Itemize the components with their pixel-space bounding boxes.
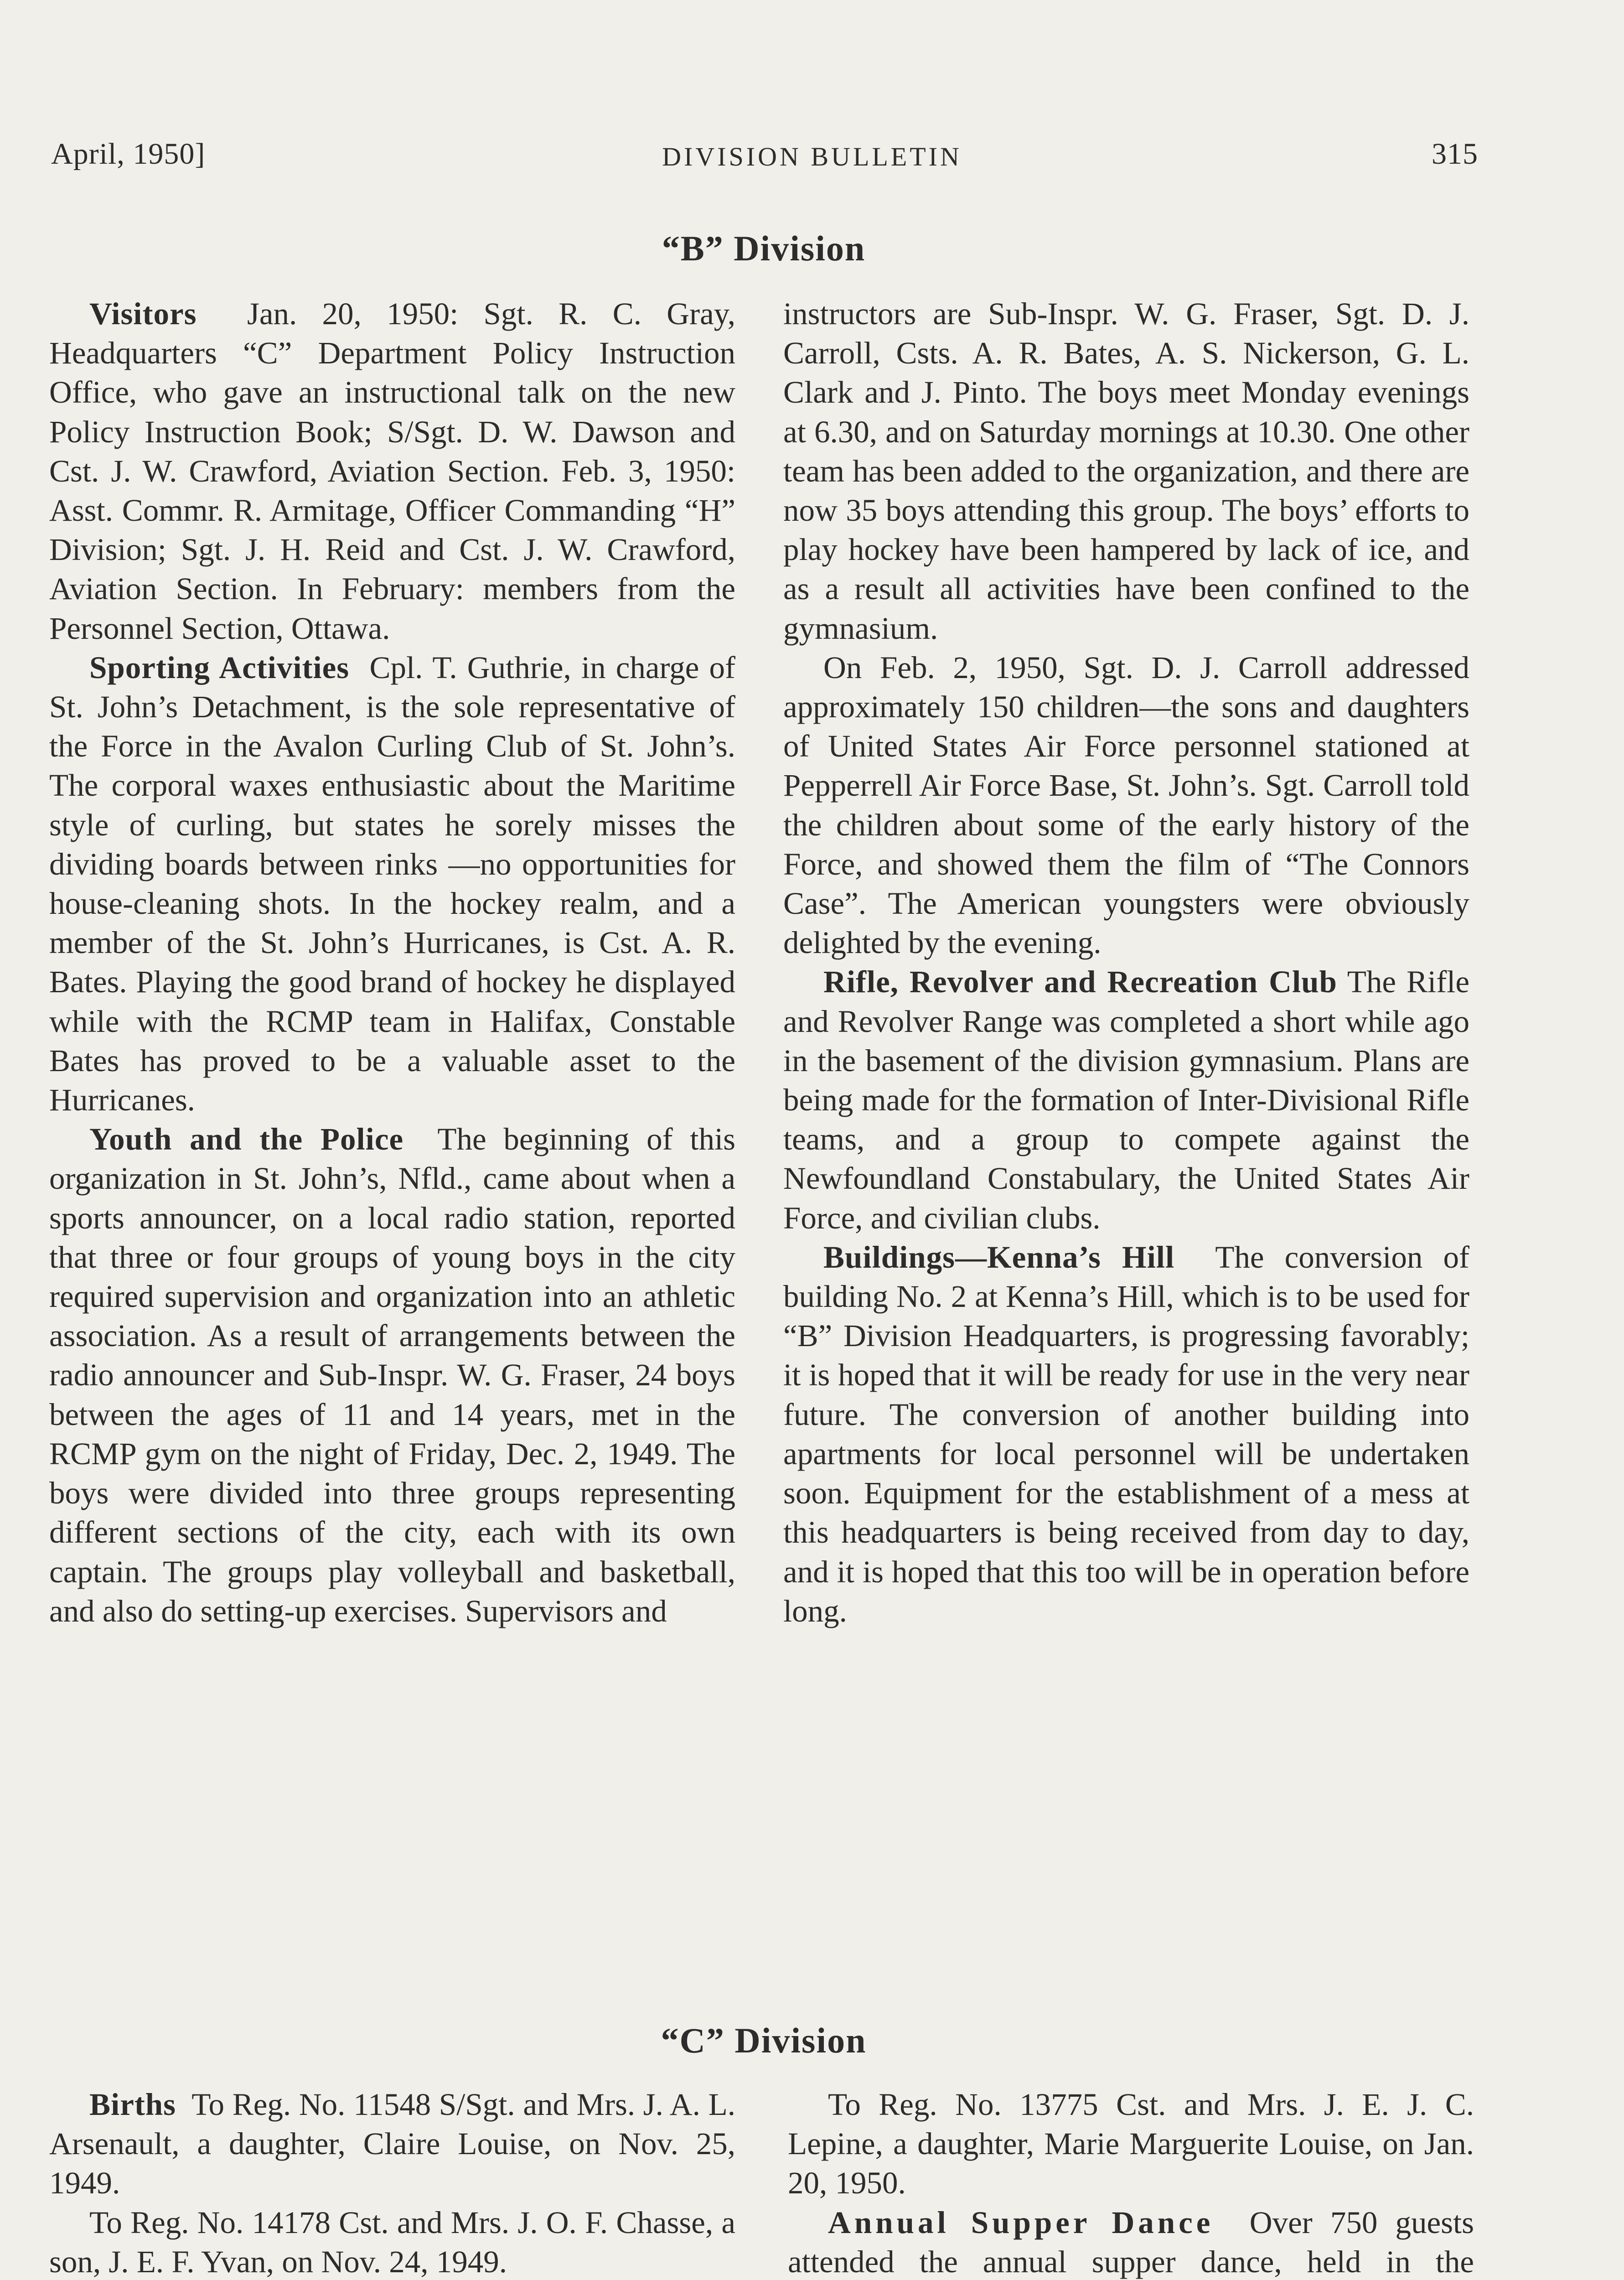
c-division-left-column <box>49 2085 735 2280</box>
paragraph-sporting <box>49 648 735 1119</box>
b-division-right-column <box>783 294 1469 1631</box>
youth-text: The beginning of this organization in St. John’s, Nfld., came about when a sports announcer, on a local radio station, reported that three or four groups of young boys in the city required supervision and organization into an athletic association. As a result of arrangements between the radio announcer and Sub-Inspr. W. G. Fraser, 24 boys between the ages of 11 and 14 years, met in the RCMP gym on the night of Friday, Dec. 2, 1949. The boys were divided into three groups representing different sections of the city, each with its own captain. The groups play volleyball and basketball, and also do setting-up exercises. Supervisors and <box>49 1122 735 1628</box>
run-in-heading-supper: Annual Supper Dance <box>828 2205 1214 2240</box>
births-text: To Reg. No. 11548 S/Sgt. and Mrs. J. A. L. Arsenault, a daughter, Claire Louise, on Nov. 25, 1949. <box>49 2087 735 2201</box>
run-in-heading-rifle: Rifle, Revolver and Recreation Club <box>823 964 1337 1000</box>
paragraph-birth-lepine: To Reg. No. 13775 Cst. and Mrs. J. E. J. C. Lepine, a daughter, Marie Marguerite Louise, on Jan. 20, 1950. <box>788 2087 1474 2201</box>
run-in-heading-sporting: Sporting Activities <box>89 650 350 685</box>
visitors-text: Jan. 20, 1950: Sgt. R. C. Gray, Headquarters “C” Department Policy Instruction Office, who gave an instructional talk on the new Policy Instruction Book; S/Sgt. D. W. Dawson and Cst. J. W. Crawford, Aviation Section. Feb. 3, 1950: Asst. Commr. R. Armitage, Officer Commanding “H” Division; Sgt. J. H. Reid and Cst. J. W. Crawford, Aviation Section. In February: members from the Personnel Section, Ottawa. <box>49 296 735 646</box>
c-division-right-column <box>788 2085 1474 2280</box>
run-in-heading-youth: Youth and the Police <box>89 1122 404 1157</box>
buildings-text: The conversion of building No. 2 at Kenna’s Hill, which is to be used for “B” Division Headquarters, is progressing favorably; it is hoped that it will be ready for use in the very near future. The conversion of another building into apartments for local personnel will be undertaken soon. Equipment for the establishment of a mess at this headquarters is being received from day to day, and it is hoped that this too will be in operation before long. <box>783 1239 1469 1628</box>
supper-text: Over 750 guests attended the annual supper dance, held in the <box>788 2205 1474 2279</box>
run-in-heading-visitors: Visitors <box>89 296 197 331</box>
sporting-text: Cpl. T. Guthrie, in charge of St. John’s Detachment, is the sole representative of the Force in the Avalon Curling Club of St. John’s. The corporal waxes enthusiastic about the Maritime style of curling, but states he sorely misses the dividing boards between rinks —no opportunities for house-cleaning shots. In the hockey realm, and a member of the St. John’s Hurricanes, is Cst. A. R. Bates. Playing the good brand of hockey he displayed while with the RCMP team in Halifax, Constable Bates has proved to be a valuable asset to the Hurricanes. <box>49 650 735 1118</box>
page-number: 315 <box>1432 137 1478 171</box>
paragraph-visitors <box>49 294 735 648</box>
paragraph-carroll: On Feb. 2, 1950, Sgt. D. J. Carroll addressed approximately 150 children—the sons and daughters of United States Air Force personnel stationed at Pepperrell Air Force Base, St. John’s. Sgt. Carroll told the children about some of the early history of the Force, and showed them the film of “The Connors Case”. The American youngsters were obviously delighted by the evening. <box>783 650 1469 960</box>
section-title-b: “B” Division <box>662 228 866 268</box>
paragraph-youth <box>49 1119 735 1631</box>
run-in-heading-buildings: Buildings—Kenna’s Hill <box>823 1239 1175 1275</box>
paragraph-rifle <box>783 962 1469 1237</box>
header-date: April, 1950] <box>51 137 206 171</box>
rifle-text: The Rifle and Revolver Range was completed a short while ago in the basement of the division gymnasium. Plans are being made for the formation of Inter-Divisional Rifle teams, and a group to compete against the Newfoundland Constabulary, the United States Air Force, and civilian clubs. <box>783 964 1469 1235</box>
run-in-heading-births: Births <box>89 2087 176 2122</box>
header-publication: DIVISION BULLETIN <box>662 142 962 171</box>
paragraph-youth-continued: instructors are Sub-Inspr. W. G. Fraser, Sgt. D. J. Carroll, Csts. A. R. Bates, A. S. Nickerson, G. L. Clark and J. Pinto. The boys meet Monday evenings at 6.30, and on Saturday mornings at 10.30. One other team has been added to the organization, and there are now 35 boys attending this group. The boys’ efforts to play hockey have been hampered by lack of ice, and as a result all activities have been confined to the gymnasium. <box>783 296 1469 646</box>
paragraph-supper-dance <box>788 2203 1474 2280</box>
paragraph-births <box>49 2085 735 2203</box>
paragraph-birth-chasse: To Reg. No. 14178 Cst. and Mrs. J. O. F. Chasse, a son, J. E. F. Yvan, on Nov. 24, 1949. <box>49 2205 735 2279</box>
section-title-c: “C” Division <box>661 2021 867 2060</box>
b-division-left-column <box>49 294 735 1631</box>
paragraph-buildings <box>783 1238 1469 1631</box>
